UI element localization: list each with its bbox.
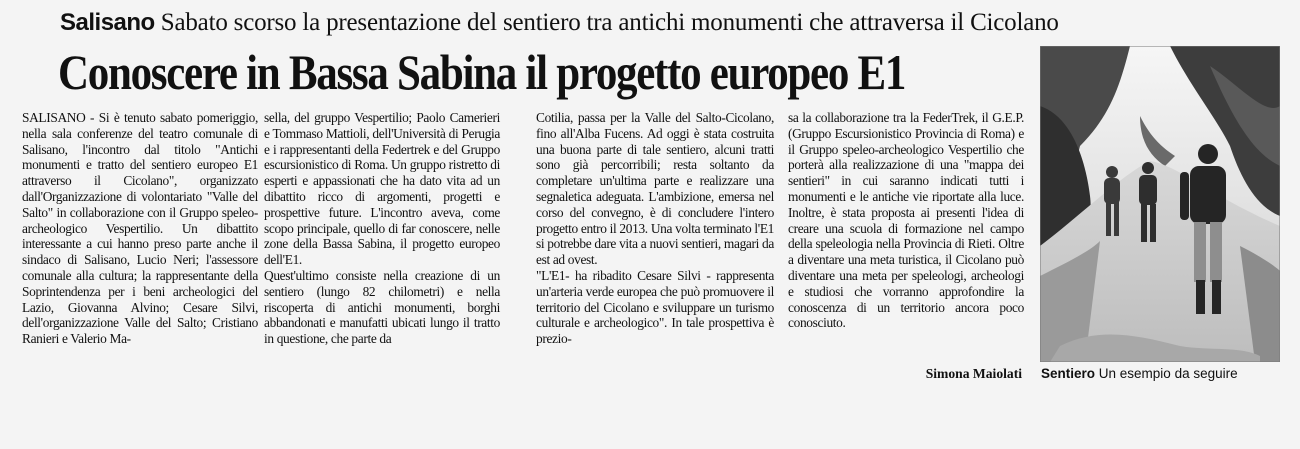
article-column-3	[536, 110, 774, 347]
photo-caption	[1041, 366, 1238, 381]
article-photo	[1040, 46, 1280, 362]
headline: Conoscere in Bassa Sabina il progetto europeo E1	[58, 44, 906, 100]
hikers-on-trail-image	[1040, 46, 1280, 362]
paragraph: Quest'ultimo consiste nella creazione di un sentiero (lungo 82 chilometri) e nella riscoperta di antichi monumenti, borghi abbandonati e manufatti ubicati lungo il tratto in questione, che parte da	[264, 267, 500, 347]
caption-text: Un esempio da seguire	[1098, 366, 1238, 381]
article-column-4	[788, 110, 1024, 331]
paragraph: sa la collaborazione tra la FederTrek, il G.E.P. (Gruppo Escursionistico Provincia di Roma) e il Gruppo speleo-archeologico Vespertilio che porterà alla realizzazione di una "mappa dei sentieri" in cui saranno indicati tutti i monumenti e le antiche vie riportate alla luce. Inoltre, è stata proposta ai presenti l'idea di creare una scuola di formazione nel campo della speleologia nella Provincia di Rieti. Oltre a diventare una meta turistica, il Cicolano può diventare una meta per speleologi, archeologi e studiosi che vorranno approfondire la conoscenza di un territorio ancora poco conosciuto.	[788, 110, 1024, 331]
article-column-1	[22, 110, 258, 347]
article-column-2	[264, 110, 500, 347]
paragraph: SALISANO - Si è tenuto sabato pomeriggio, nella sala conferenze del teatro comunale di Salisano, l'incontro dal titolo "Antichi monumenti e tratto del sentiero europeo E1 attraverso il Cicolano", organizzato dall'Organizzazione di volontariato "Valle del Salto" in collaborazione con il Gruppo speleo-archeologico Vespertilio. Un dibattito interessante a cui hanno preso parte anche il sindaco di Salisano, Lucio Neri; l'assessore comunale alla cultura; la rappresentante della Soprintendenza per i beni archeologici del Lazio, Giovanna Alvino; Cesare Silvi, dell'organizzazione Valle del Salto; Cristiano Ranieri e Valerio Ma-	[22, 110, 258, 347]
paragraph: "L'E1- ha ribadito Cesare Silvi - rappresenta un'arteria verde europea che può promuovere il territorio del Cicolano e sviluppare un turismo culturale e archeologico". In tale prospettiva è prezio-	[536, 267, 774, 347]
kicker-place: Salisano	[60, 9, 155, 36]
paragraph: sella, del gruppo Vespertilio; Paolo Camerieri e Tommaso Mattioli, dell'Università di Perugia e i rappresentanti della Federtrek e del Gruppo escursionistico di Roma. Un gruppo ristretto di esperti e appassionati che ha dato vita ad un dibattito ricco di argomenti, progetti e prospettive future. L'incontro aveva, come scopo principale, quello di far conoscere, nelle zone della Bassa Sabina, il progetto europeo dell'E1.	[264, 110, 500, 268]
kicker	[60, 8, 1290, 38]
kicker-text: Sabato scorso la presentazione del sentiero tra antichi monumenti che attraversa il Cicolano	[160, 9, 1059, 36]
caption-title: Sentiero	[1041, 366, 1096, 381]
author-signature: Simona Maiolati	[925, 366, 1022, 381]
paragraph: Cotilia, passa per la Valle del Salto-Cicolano, fino all'Alba Fucens. Ad oggi è stata costruita una buona parte di tale sentiero, alcuni tratti sono già percorribili; resta soltanto da completare un'ultima parte e realizzare una segnaletica adeguata. L'ambizione, emersa nel corso del convegno, è di concludere l'intero progetto entro il 2013. Una volta terminato l'E1 si potrebbe dare vita a nuovi sentieri, magari da est ad ovest.	[536, 110, 774, 268]
